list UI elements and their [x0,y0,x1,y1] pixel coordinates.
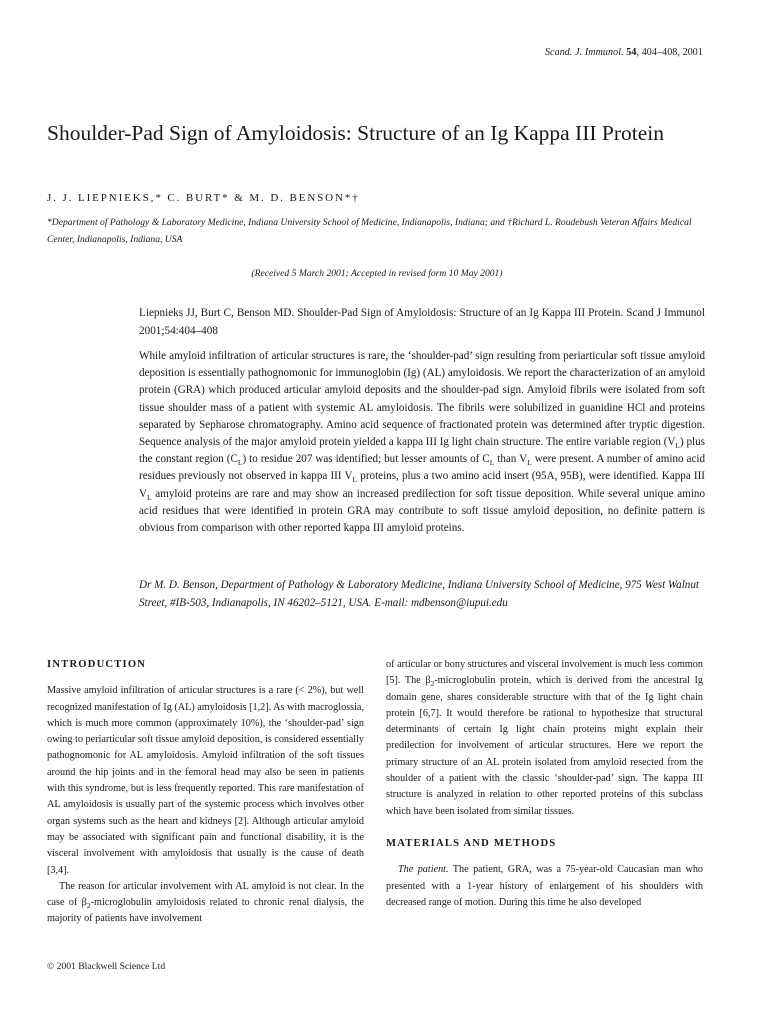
left-column [47,657,364,928]
received-dates: (Received 5 March 2001; Accepted in revised form 10 May 2001) [251,268,503,279]
article-title: Shoulder-Pad Sign of Amyloidosis: Structure of an Ig Kappa III Protein [47,121,665,145]
journal-pages-year: , 404–408, 2001 [636,47,703,58]
citation: Liepnieks JJ, Burt C, Benson MD. Shoulder-Pad Sign of Amyloidosis: Structure of an Ig Kappa III Protein. Scand J Immunol 2001;54:404–408 [139,307,705,337]
journal-name: Scand. J. Immunol. [544,47,624,58]
journal-volume: 54 [626,47,637,58]
right-column [386,657,703,911]
journal-reference [545,47,703,58]
patient-run-in-heading: The patient. [398,864,449,876]
affiliations: *Department of Pathology & Laboratory Medicine, Indiana University School of Medicine, Indianapolis, Indiana; and †Richard L. Roudebush Veteran Affairs Medical Center, Indianapolis, Indiana, USA [47,217,692,245]
introduction-paragraph-2-continued: of articular or bony structures and visceral involvement is much less common [5]. The $\beta_2$-microglobulin protein, which is derived from the ancestral Ig domain gene, shares considerable structure with that of the Ig light chain protein [6,7]. It would therefore be rational to hypothesize that structural determinants of certain Ig light chain proteins might explain their predilection for involvement of articular structures. Here we report the primary structure of an AL protein isolated from amyloid resected from the shoulder of a patient with the classic ‘shoulder-pad’ sign. The kappa III structure is analyzed in relation to other reported proteins of this subclass which have been isolated from similar tissues. [386,659,703,817]
copyright-footer: © 2001 Blackwell Science Ltd [47,961,166,972]
correspondence-address: Dr M. D. Benson, Department of Pathology & Laboratory Medicine, Indiana University School of Medicine, 975 West Walnut Street, #IB-503, Indianapolis, IN 46202–5121, USA. E-mail: mdbenson@iupui.edu [139,579,699,609]
methods-heading: MATERIALS AND METHODS [386,837,557,849]
introduction-paragraph-1: Massive amyloid infiltration of articular structures is a rare (< 2%), but well recognized manifestation of Ig (AL) amyloidosis [1,2]. As with macroglossia, which is much more common (approximately 10%), the ‘shoulder-pad’ sign owing to periarticular soft tissue amyloid deposition, is considered essentially pathognomonic for AL amyloidosis. Amyloid infiltration of the soft tissues around the hip joints and in the femoral head may also be seen in patients with this syndrome, but is less frequently reported. This rare manifestation of AL amyloidosis is usually part of the systemic process which involves other organ systems such as the heart and kidneys [2]. Although articular amyloid may be associated with significant pain and functional disability, it is the visceral involvement with amyloidosis that usually is the cause of death [3,4]. [47,685,364,876]
introduction-paragraph-2: The reason for articular involvement with AL amyloid is not clear. In the case of $\beta_2$-microglobulin amyloidosis related to chronic renal dialysis, the majority of patients have involvement [47,880,364,925]
methods-patient-paragraph: The patient. The patient, GRA, was a 75-year-old Caucasian man who presented with a 1-year history of enlargement of his shoulders with decreased range of motion. During this time he also developed [386,864,704,908]
abstract: While amyloid infiltration of articular structures is rare, the ‘shoulder-pad’ sign resulting from periarticular soft tissue amyloid deposition is essentially pathognomonic for immunoglobin (Ig) (AL) amyloidosis. We report the characterization of an amyloid protein (GRA) which produced articular amyloid deposits and the shoulder-pad sign. Amyloid fibrils were isolated from soft tissue shoulder mass of a patient with systemic AL amyloidosis. The fibrils were solubilized in guanidine HCl and proteins separated by Sepharose chromatography. Amino acid sequence of fractionated protein was determined after tryptic digestion. Sequence analysis of the major amyloid protein yielded a kappa III Ig light chain structure. The entire variable region $(V_L)$ plus the constant region $(C_L)$ to residue 207 was identified; but lesser amounts of $C_L$ than $V_L$ were present. A number of amino acid residues previously not observed in kappa III $V_L$ proteins, plus a two amino acid insert (95A, 95B), were identified. Kappa III $V_L$ amyloid proteins are rare and may show an increased predilection for soft tissue deposition. While several unique amino acid residues that were identified in protein GRA may contribute to soft tissue amyloid deposition, no definite pattern is obvious from comparison with other reported kappa III amyloid proteins. [139,350,706,535]
author-list: J. J. LIEPNIEKS,* C. BURT* & M. D. BENSON*† [47,192,360,204]
introduction-heading: INTRODUCTION [47,659,147,670]
